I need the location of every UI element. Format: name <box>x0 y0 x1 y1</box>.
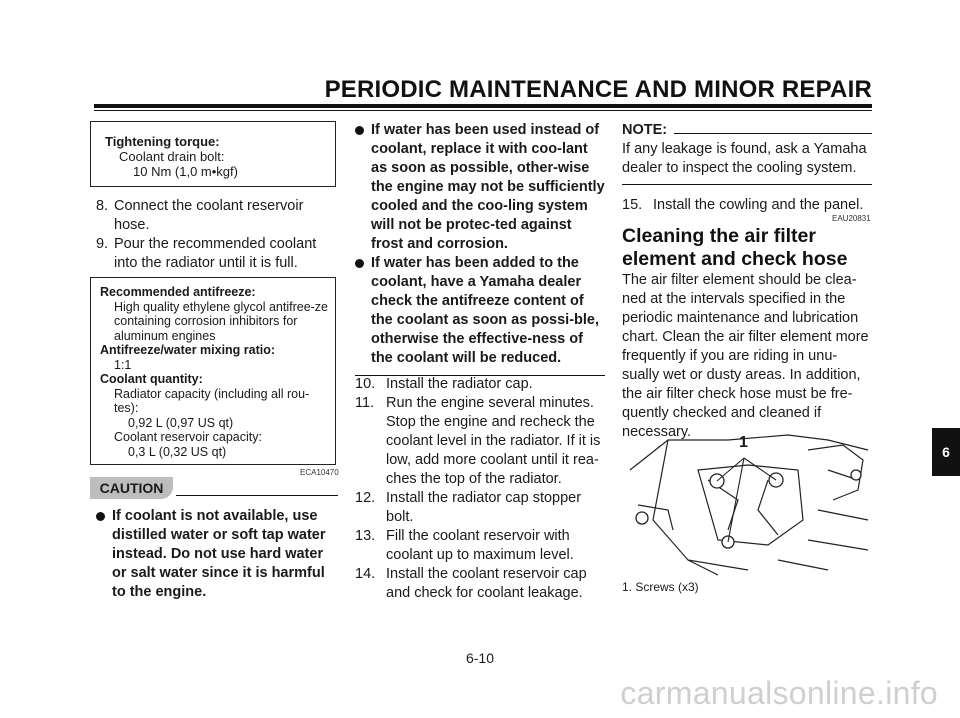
note-text: If any leakage is found, ask a Yamaha dealer to inspect the cooling system. <box>622 141 867 176</box>
header-rule <box>94 104 872 108</box>
step-9: 9. Pour the recommended coolant into the radiator until it is full. <box>96 236 317 271</box>
torque-box <box>90 121 336 187</box>
antifreeze-value: High quality ethylene glycol antifree-ze containing corrosion inhibitors for aluminum engines <box>114 299 329 343</box>
step-14: 14. Install the coolant reservoir cap and check for coolant leakage. <box>355 566 587 601</box>
torque-label: Tightening torque: <box>105 134 220 149</box>
caution-bullet: If coolant is not available, use distilled water or soft tap water instead. Do not use hard water or salt water since it is harmful to the engine. <box>96 507 338 602</box>
step-13: 13. Fill the coolant reservoir with coolant up to maximum level. <box>355 528 574 563</box>
section-code: EAU20831 <box>832 214 871 223</box>
steps-b <box>355 375 605 603</box>
motorcycle-frame-illustration <box>628 410 872 578</box>
radiator-capacity-value: 0,92 L (0,97 US qt) <box>128 415 234 430</box>
spec-box <box>90 277 336 465</box>
watermark: carmanualsonline.info <box>620 675 938 711</box>
radiator-capacity-label: Radiator capacity (including all rou-tes): <box>114 386 310 415</box>
ratio-label: Antifreeze/water mixing ratio: <box>100 343 276 357</box>
caution-bullet: If water has been added to the coolant, have a Yamaha dealer check the antifreeze content of the coolant as soon as possi-ble, otherwise the effective-ness of the coolant will be reduced. <box>355 254 605 368</box>
torque-item: Coolant drain bolt: <box>119 149 225 164</box>
note-rule <box>674 133 872 134</box>
ratio-value: 1:1 <box>114 357 132 372</box>
note-label: NOTE: <box>622 122 668 138</box>
caution-continued <box>355 121 605 376</box>
bullet-icon <box>96 512 105 521</box>
page-number: 6-10 <box>465 650 495 666</box>
caution-header <box>90 477 338 499</box>
bullet-icon <box>355 259 364 268</box>
reservoir-capacity-value: 0,3 L (0,32 US qt) <box>128 444 227 459</box>
header-rule-thin <box>94 110 872 111</box>
note-end-rule <box>622 184 872 185</box>
quantity-label: Coolant quantity: <box>100 372 203 386</box>
section-body: The air filter element should be clea-ned at the intervals specified in the periodic maintenance and lubrication chart. Clean the air filter element more frequently if you are riding in unu-sually wet or dusty areas. In addition, the air filter check hose must be fre-quently checked and cleaned if necessary. <box>622 272 869 440</box>
caution-rule <box>176 495 338 496</box>
reservoir-capacity-label: Coolant reservoir capacity: <box>114 430 262 444</box>
caution-code: ECA10470 <box>300 468 339 477</box>
step-12: 12. Install the radiator cap stopper bolt. <box>355 490 582 525</box>
caution-badge: CAUTION <box>90 477 173 499</box>
section-title: Cleaning the air filter element and check hose <box>622 225 848 270</box>
page-header-title: PERIODIC MAINTENANCE AND MINOR REPAIR <box>324 76 872 103</box>
caution-bullet-1-wrap <box>90 507 338 602</box>
step-15: 15. Install the cowling and the panel. <box>622 197 864 213</box>
step-8: 8. Connect the coolant reservoir hose. <box>96 198 304 233</box>
air-filter-figure <box>628 410 872 578</box>
torque-value: 10 Nm (1,0 m•kgf) <box>133 164 238 179</box>
bullet-icon <box>355 126 364 135</box>
step-10: 10. Install the radiator cap. <box>355 376 533 392</box>
steps-a <box>90 197 338 273</box>
step-11: 11. Run the engine several minutes. Stop the engine and recheck the coolant level in the radiator. If it is low, add more coolant until it rea-ches the top of the radiator. <box>355 395 601 487</box>
caution-bullet: If water has been used instead of coolant, replace it with coo-lant as soon as possible, other-wise the engine may not be sufficiently cooled and the coo-ling system will not be protec-ted against frost and corrosion. <box>355 121 605 254</box>
antifreeze-label: Recommended antifreeze: <box>100 285 256 299</box>
figure-callout: 1 <box>739 434 748 451</box>
figure-caption: 1. Screws (x3) <box>622 580 699 594</box>
note-block <box>622 121 872 215</box>
chapter-tab[interactable]: 6 <box>932 428 960 476</box>
